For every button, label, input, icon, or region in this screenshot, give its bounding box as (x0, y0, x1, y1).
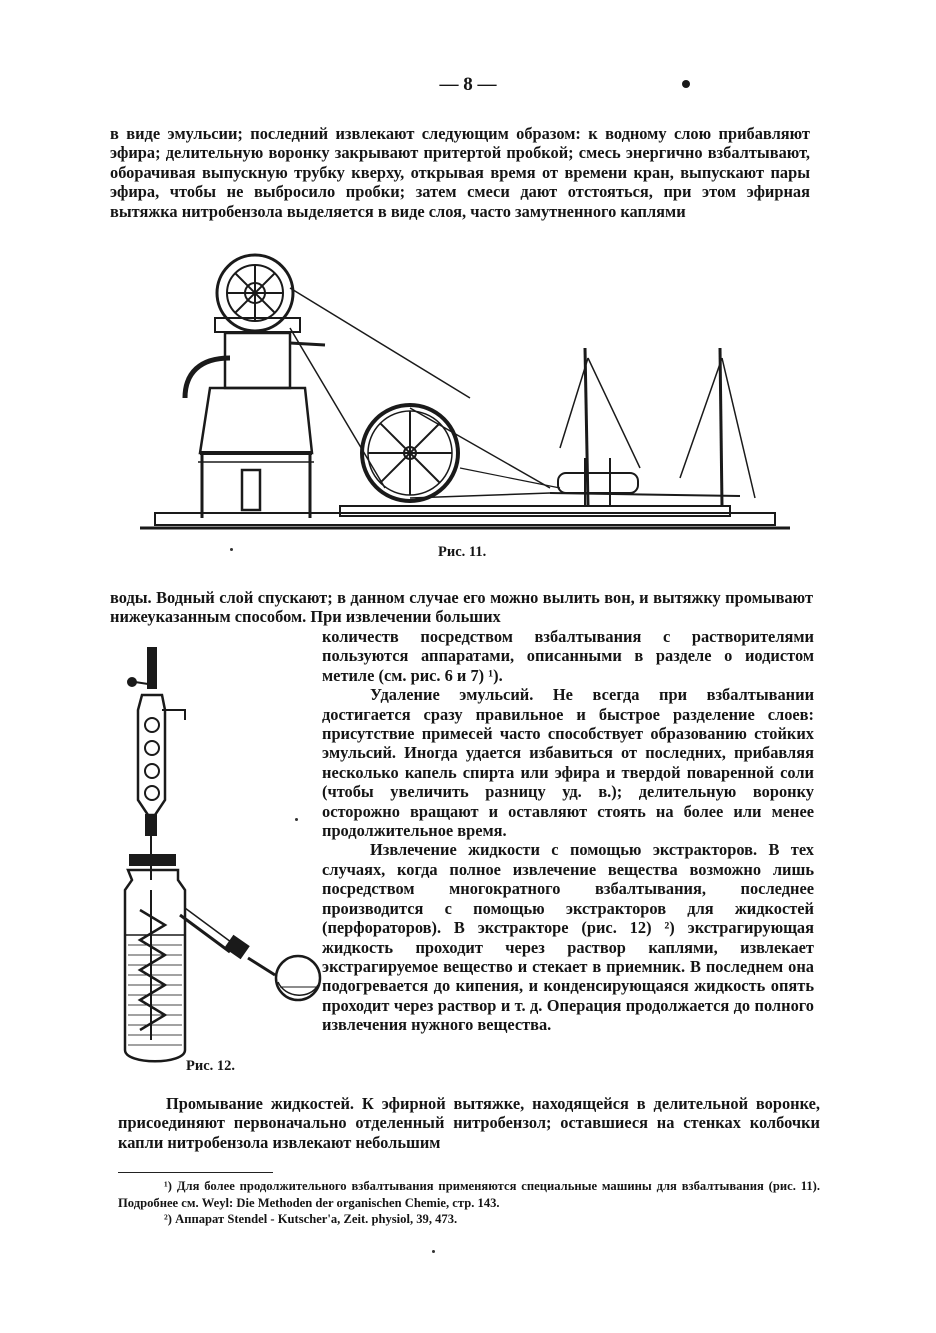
paragraph-bottom (118, 1094, 820, 1152)
extraction-heading: Извлечение жидкости с помощью экстракторов. (370, 840, 758, 860)
footnote-2: ²) Аппарат Stendel - Kutscher'а, Zeit. physiol, 39, 473. (164, 1212, 458, 1226)
washing-text: К эфирной вытяжке, находящейся в делительной воронке, присоединяют первоначально отделенный нитробензол; оставшиеся на стенках колбочки капли нитробензола извлекают небольшим (118, 1094, 821, 1152)
footnotes (118, 1178, 820, 1228)
page-number: — 8 — (439, 74, 497, 95)
paragraph-mid (110, 588, 813, 627)
paragraph-top-text: в виде эмульсии; последний извлекают следующим образом: к водному слою прибавляют эфира; делительную воронку закрывают притертой пробкой; смесь энергично взбалтывают, оборачивая выпускную трубку кверху, открывая время от времени кран, выпускают пары эфира, чтобы не выбросило пробки; затем смеси дают отстояться, при этом эфирная вытяжка нитробензола выделяется в виде слоя, часто замутненного каплями (110, 124, 810, 221)
emulsion-text: Не всегда при взбалтывании достигается сразу правильное и быстрое разделение слоев: присутствие примесей часто способствует образованию стойких эмульсий. Иногда удается избавиться от последних, прибавляя несколько капель спирта или эфира и твердой поваренной соли (чтобы увеличить разницу уд. в.); делительную воронку осторожно вращают и оставляют стоять на более или менее продолжительное время. (322, 685, 815, 841)
paragraph-emulsion (322, 685, 814, 840)
figure-11-shaking-machine (140, 248, 790, 536)
paragraph-right-1: количеств посредством взбалтывания с растворителями пользуются аппаратами, описанными в разделе о иодистом метиле (см. рис. 6 и 7) ¹). (322, 627, 814, 685)
paragraph-washing (118, 1094, 820, 1152)
emulsion-heading: Удаление эмульсий. (370, 685, 534, 705)
ink-speck (682, 80, 690, 88)
ink-dot (432, 1250, 435, 1253)
washing-heading: Промывание жидкостей. (166, 1094, 355, 1113)
footnote-1: ¹) Для более продолжительного взбалтывания применяются специальные машины для взбалтывания (рис. 11). Подробнее см. Weyl: Die Methoden der organischen Chemie, стр. 143. (118, 1179, 820, 1210)
ink-dot (295, 818, 298, 821)
figure-12-extractor (110, 640, 325, 1070)
paragraph-extraction (322, 840, 814, 1034)
figure-12-caption: Рис. 12. (186, 1058, 236, 1074)
figure-11-caption: Рис. 11. (438, 544, 487, 560)
footnote-rule (118, 1172, 273, 1173)
paragraph-right-column (322, 627, 814, 1035)
ink-dot (230, 548, 233, 551)
paragraph-mid-text: воды. Водный слой спускают; в данном случае его можно вылить вон, и вытяжку промывают нижеуказанным способом. При извлечении больших (110, 588, 813, 627)
extraction-text: В тех случаях, когда полное извлечение вещества возможно лишь посредством многократного взбалтывания, последнее производится с помощью экстракторов для жидкостей (перфораторов). В экстракторе (рис. 12) ²) экстрагирующая жидкость проходит через раствор каплями, извлекает экстрагируемое вещество и стекает в приемник. В последнем она подогревается до кипения, и конденсирующаяся жидкость опять проходит через раствор и т. д. Операция продолжается до полного извлечения нужного вещества. (322, 840, 814, 1035)
paragraph-top (110, 124, 810, 221)
